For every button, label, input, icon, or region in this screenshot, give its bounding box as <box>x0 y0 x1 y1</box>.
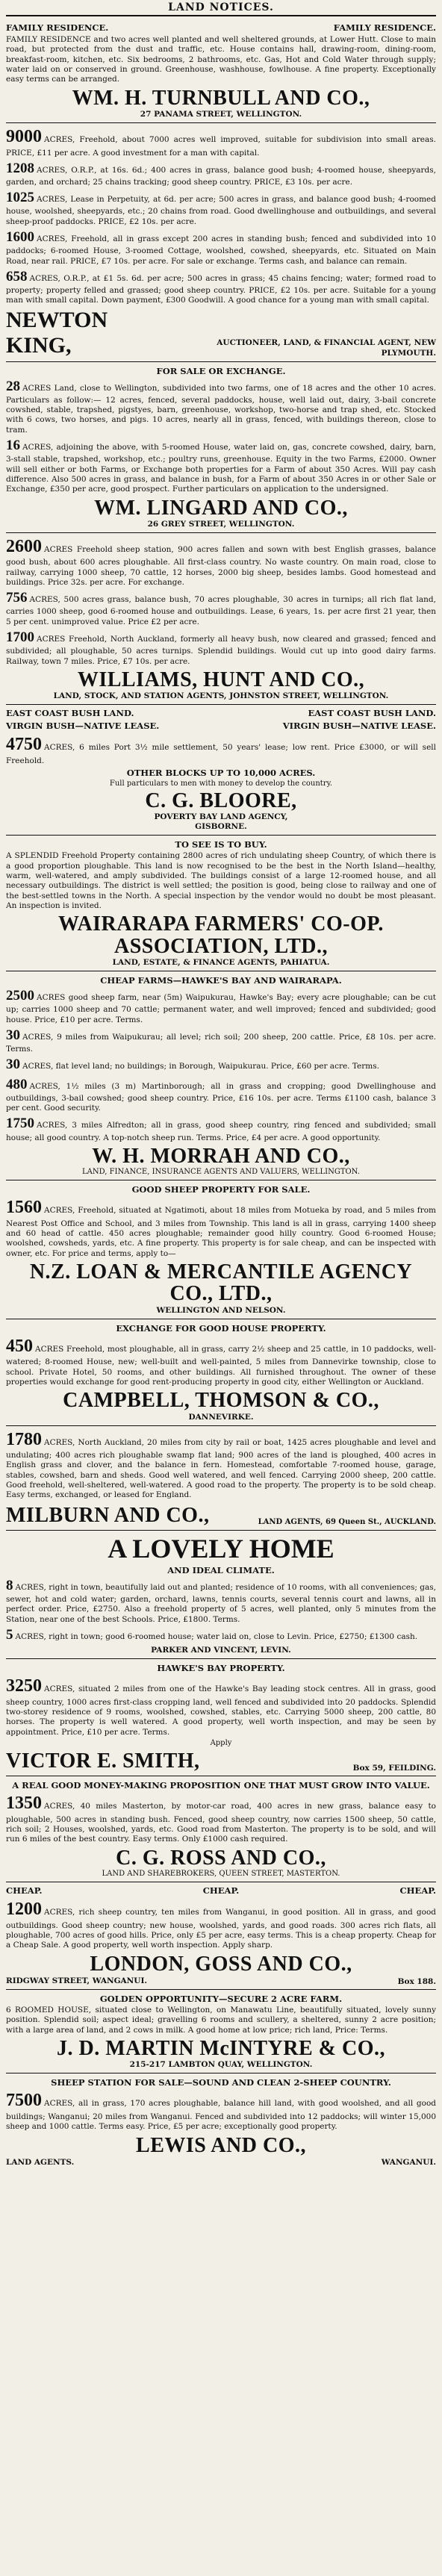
ad-turnbull <box>6 19 436 123</box>
advertiser-name: WILLIAMS, HUNT AND CO., <box>77 668 365 691</box>
listing <box>6 1196 436 1259</box>
listing-text: ACRES, Freehold, about 7000 acres well improved, suitable for subdivision into small areas. PRICE, £11 per acre. A good investment for a man with capital. <box>6 135 436 158</box>
ad-williams-hunt <box>6 533 436 705</box>
listing <box>6 987 436 1025</box>
advertiser-name: MILBURN AND CO., <box>6 1503 210 1527</box>
ad-bloore <box>6 705 436 836</box>
ad-heading: CHEAP. <box>202 1885 240 1897</box>
acreage: 2500 <box>6 988 34 1004</box>
acreage: 1600 <box>6 229 34 246</box>
advertiser-name: NEWTON KING, <box>6 307 108 358</box>
listing <box>6 1056 436 1074</box>
ad-body: A SPLENDID Freehold Property containing 2800 acres of rich undulating sheep Country, of which there is a good proportion ploughable. This land is now recognised to be the best in the North Island—healthy, warm, well-watered, and amply subdivided. The buildings consist of a large 12-roomed house, and all necessary outbuildings. The district is well settled; the position is good, being close to railway and one of the best-settled towns in the North. A special inspection by the vendor would no doubt be most pleasant. An inspection is invited. <box>6 851 436 911</box>
listing <box>6 733 436 766</box>
advertiser-address: 215-217 LAMBTON QUAY, WELLINGTON. <box>129 2060 313 2070</box>
ad-heading: FAMILY RESIDENCE. <box>333 22 436 33</box>
ad-mcintyre <box>6 1990 436 2073</box>
ad-morrah <box>6 971 436 1180</box>
listing-text: ACRES, flat level land; no buildings; in Borough, Waipukurau. Price, £60 per acre. Terms. <box>22 1062 379 1071</box>
advertiser-role: LAND AGENTS. <box>6 2157 75 2167</box>
listing <box>6 629 436 667</box>
listing-text: ACRES, Freehold, situated at Ngatimoti, about 18 miles from Motueka by road, and 5 miles from Nearest Post Office and School, and 3 miles from Township. This land is all in grass, carrying 1400 sheep and 60 head of cattle. 450 acres ploughable; remainder good hilly country. Good 6-roomed House; woolshed, cowsheds, yards, etc. A fine property. This property is for sale cheap, and can be inspected with owner, etc. For price and terms, apply to— <box>6 1206 436 1258</box>
listing <box>6 1115 436 1142</box>
acreage: 3250 <box>6 1676 42 1696</box>
advertiser-role: LAND, ESTATE, & FINANCE AGENTS, PAHIATUA. <box>112 958 330 968</box>
acreage: 30 <box>6 1027 20 1044</box>
acreage: 2600 <box>6 536 42 556</box>
ad-headline: A LOVELY HOME <box>108 1534 334 1564</box>
listing <box>6 1027 436 1054</box>
ad-body: 6 ROOMED HOUSE, situated close to Wellington, on Manawatu Line, beautifully situated, lovely sunny position. Splendid soil; aspect ideal; gravelling 6 rooms and scullery, a sheltered, sunny 2 acre position; with a large area of land, and 2 cows in milk. A good home at low price; rich land, Price: Terms. <box>6 2006 436 2035</box>
ad-subheading: AND IDEAL CLIMATE. <box>167 1564 275 1575</box>
ad-victor-smith <box>6 1659 436 1776</box>
ad-note: Full particulars to men with money to develop the country. <box>109 780 333 788</box>
ad-milburn <box>6 1426 436 1531</box>
listing-text: ACRES Land, close to Wellington, subdivided into two farms, one of 18 acres and the other 10 acres. Particulars as follow:— 12 acres, fenced, several paddocks, house, well laid out, dairy, 3-bail concrete cowshed, stable, trapshed, pigstyes, barn, greenhouse, workshop, two-horse and trap shed, etc. Stocked with 6 cows, two horses, and pigs. 10 acres, nearly all in grass, fenced, with buildings thereon, close to tram. <box>6 383 436 435</box>
listing <box>6 1577 436 1625</box>
listing <box>6 1428 436 1501</box>
ad-heading: A REAL GOOD MONEY-MAKING PROPOSITION ONE THAT MUST GROW INTO VALUE. <box>12 1780 430 1791</box>
advertiser-row <box>6 1976 436 1986</box>
listing <box>6 268 436 306</box>
page-title: LAND NOTICES. <box>6 1 436 16</box>
acreage: 5 <box>6 1627 13 1643</box>
advertiser-role: LAND AND SHAREBROKERS, QUEEN STREET, MASTERTON. <box>102 1870 340 1879</box>
listing-text: ACRES, Lease in Perpetuity, at 6d. per acre; 500 acres in grass, and balance good bush; 4-roomed house, woolshed, sheepyards, etc.; 20 chains from road. Good dwellinghouse and outbuildings, and several sheep-proof paddocks. PRICE, £2 10s. per acre. <box>6 195 436 226</box>
listing <box>6 378 436 435</box>
listing-text: ACRES, adjoining the above, with 5-roomed House, water laid on, gas, concrete cowshed, dairy, barn, 3-stall stable, trapshed, workshop, etc.; poultry runs, greenhouse. Equity in the two Farms, £2000. Owner will sell either or both Farms, or Exchange both properties for a Farm of about 350 Acres. Will pay cash difference. Also 500 acres in grass, and balance in bush, for a Farm of about 350 Acres in or other Sale or Exchange, £350 per acre, good prospect. Further particulars on application to the undersigned. <box>6 443 436 494</box>
ad-heading: FOR SALE OR EXCHANGE. <box>156 365 286 376</box>
ad-heading: CHEAP. <box>399 1885 436 1897</box>
ad-heading-row <box>6 721 436 731</box>
ad-heading: SHEEP STATION FOR SALE—SOUND AND CLEAN 2-SHEEP COUNTRY. <box>51 2077 391 2088</box>
acreage: 9000 <box>6 127 42 147</box>
listing-text: ACRES, 500 acres grass, balance bush, 70 acres ploughable, 30 acres in turnips; all rich flat land, carries 1000 sheep, good 6-roomed house and outbuildings. Lease, 6 years, 1s. per acre first 21 year, then 5 per cent. unimproved value. Price £2 per acre. <box>6 595 436 626</box>
advertiser-agency: POVERTY BAY LAND AGENCY, <box>154 812 288 822</box>
acreage: 1350 <box>6 1793 42 1814</box>
advertiser-name: C. G. BLOORE, <box>145 789 297 813</box>
listing-text: ACRES, 1½ miles (3 m) Martinborough; all in grass and cropping; good Dwellinghouse and outbuildings, 3-bail cowshed; good sheep country. Price, £16 10s. per acre. Terms £1100 cash, balance 3 per cent. Good security. <box>6 1081 436 1113</box>
acreage: 658 <box>6 268 28 284</box>
advertiser-box: Box 188. <box>397 1977 436 1987</box>
acreage: 4750 <box>6 735 42 755</box>
acreage: 480 <box>6 1076 28 1092</box>
ad-heading: CHEAP. <box>6 1885 43 1897</box>
ad-heading: GOLDEN OPPORTUNITY—SECURE 2 ACRE FARM. <box>99 1994 343 2005</box>
ad-london-goss <box>6 1882 436 1990</box>
advertiser-name: LONDON, GOSS AND CO., <box>90 1952 352 1976</box>
acreage: 756 <box>6 590 28 606</box>
listing-text: ACRES, 6 miles Port 3½ mile settlement, 50 years' lease; low rent. Price £3000, or will sell Freehold. <box>6 743 436 765</box>
listing-text: ACRES, 40 miles Masterton, by motor-car road, 400 acres in new grass, balance easy to ploughable, 500 acres in standing bush. Fenced, good sheep country, now carries 1500 sheep, 50 cattle, rich soil; 2 Houses, woolshed, yards, etc. Good road from Masterton. The property is to be sold, and will run 6 miles of the best country. Easy terms. Only £1000 cash required. <box>6 1802 436 1844</box>
ad-wairarapa <box>6 836 436 971</box>
listing <box>6 1792 436 1844</box>
ad-newton-king <box>6 123 436 362</box>
listing-text: ACRES, Freehold, all in grass except 200 acres in standing bush; fenced and subdivided into 10 paddocks; 6-roomed House, 3-roomed Cottage, woolshed, cowshed, sheepyards, etc. Situated on Main Road, near rail. PRICE, £7 10s. per acre. For sale or exchange. Terms cash, and balance can remain. <box>6 234 436 266</box>
advertiser-row <box>6 1748 436 1773</box>
listing <box>6 160 436 187</box>
ad-heading-row <box>6 1885 436 1896</box>
advertiser-address: 26 GREY STREET, WELLINGTON. <box>147 519 295 529</box>
ad-lingard <box>6 362 436 533</box>
ad-heading: EXCHANGE FOR GOOD HOUSE PROPERTY. <box>116 1322 326 1334</box>
acreage: 1208 <box>6 160 34 176</box>
listing-text: ACRES good sheep farm, near (5m) Waipukurau, Hawke's Bay; every acre ploughable; can be cut up; carries 1000 sheep and 70 cattle; permanent water, and well improved; fenced and subdivided; good house. Price, £10 per acre. Terms. <box>6 993 436 1024</box>
listing <box>6 228 436 267</box>
ad-parker-vincent <box>6 1531 436 1659</box>
listing-text: ACRES, O.R.P., at 16s. 6d.; 400 acres in grass, balance good bush; 4-roomed house, sheepyards, garden, and orchard; 25 chains tracking; good sheep country. PRICE, £3 10s. per acre. <box>6 165 436 187</box>
listing <box>6 189 436 227</box>
ad-heading-row <box>6 708 436 718</box>
listing-text: ACRES, all in grass, 170 acres ploughable, balance hill land, with good woolshed, and all good buildings; Wanganui; 20 miles from Wanganui. Fenced and subdivided into 12 paddocks; will winter 15,000 sheep and 1000 cattle. Terms easy. Price, £5 per acre; exceptionally good property. <box>6 2099 436 2132</box>
listing-text: ACRES, O.R.P., at £1 5s. 6d. per acre; 500 acres in grass; 45 chains fencing; water; formed road to property; property felled and grassed; good sheep country. PRICE, £2 10s. per acre. Suitable for a young man with small capital. Down payment, £300 Goodwill. A good chance for a young man with small capital. <box>6 273 436 305</box>
advertiser-name: N.Z. LOAN & MERCANTILE AGENCY CO., LTD., <box>29 1260 413 1306</box>
ad-heading: HAWKE'S BAY PROPERTY. <box>157 1663 285 1674</box>
advertiser-name: WM. LINGARD AND CO., <box>94 496 348 520</box>
acreage: 1780 <box>6 1429 42 1449</box>
acreage: 30 <box>6 1057 20 1073</box>
listing <box>6 2089 436 2132</box>
listing-text: ACRES, rich sheep country, ten miles from Wanganui, in good position. All in grass, and good outbuildings. Good sheep country; new house, woolshed, yards, and good roads. 300 acres rich flats, all ploughable, 700 acres of good hills. Price, only £5 per acre, easy terms. This is a cheap property. Cheap for a Cheap Sale. A good property, well worth inspection. Apply sharp. <box>6 1908 436 1950</box>
ad-ross <box>6 1776 436 1882</box>
advertiser-name: PARKER AND VINCENT, LEVIN. <box>151 1646 291 1655</box>
ad-nz-loan <box>6 1180 436 1319</box>
advertiser-role: LAND AGENTS, 69 Queen St., AUCKLAND. <box>258 1517 436 1526</box>
advertiser-name: WM. H. TURNBULL AND CO., <box>72 86 370 110</box>
advertiser-footer <box>6 2158 436 2167</box>
acreage: 8 <box>6 1577 13 1593</box>
apply-label: Apply <box>210 1738 232 1747</box>
advertiser-row <box>6 1502 436 1527</box>
acreage: 450 <box>6 1336 33 1356</box>
advertiser-role: LAND, STOCK, AND STATION AGENTS, JOHNSTON STREET, WELLINGTON. <box>53 691 389 701</box>
listing-text: ACRES, situated 2 miles from one of the Hawke's Bay leading stock centres. All in grass, good sheep country, 1000 acres first-class cropping land, well fenced and subdivided into 20 paddocks. Splendid two-storey residence of 9 rooms, woolshed, cowshed, stables, etc. Carrying 5000 sheep, 200 cattle, 80 horses. The property is well watered. A good property, well worth inspection, and may be seen by appointment. Price, £10 per acre. Terms. <box>6 1684 436 1737</box>
ad-heading: CHEAP FARMS—HAWKE'S BAY AND WAIRARAPA. <box>100 975 342 986</box>
listing-text: ACRES, North Auckland, 20 miles from city by rail or boat, 1425 acres ploughable and level and undulating; 400 acres rich ploughable swamp flat land; 900 acres of the land is ploughed, 400 acres in English grass and clover, and the balance in fern. Homestead, comfortable 7-roomed house, garage, stables, cowshed, barn and sheds. Good well watered, and well fenced. Carrying 2000 sheep, 200 cattle. Good freehold, well-sheltered, well-watered. A good road to the property. The property is to be sold cheap. Easy terms, exchanged, or leased for England. <box>6 1437 436 1500</box>
advertiser-box: Box 59, FEILDING. <box>352 1764 436 1773</box>
ad-subheading: OTHER BLOCKS UP TO 10,000 ACRES. <box>126 768 316 779</box>
listing-text: ACRES, right in town, beautifully laid out and planted; residence of 10 rooms, with all conveniences; gas, sewer, hot and cold water; garden, orchard, lawns, tennis courts, several tennis court and lawns, all in perfect order. Price, £2750. Also a freehold property of 5 acres, well planted, only 5 minutes from the Station, near one of the best Schools. Price, £1800. Terms. <box>6 1582 436 1624</box>
advertiser-address: RIDGWAY STREET, WANGANUI. <box>6 1976 148 1986</box>
advertiser-role: WELLINGTON AND NELSON. <box>156 1305 286 1315</box>
listing <box>6 1898 436 1950</box>
listing-text: ACRES, 9 miles from Waipukurau; all level; rich soil; 200 sheep, 200 cattle. Price, £8 10s. per acre. Terms. <box>6 1033 436 1054</box>
listing <box>6 1626 436 1644</box>
ad-heading: FAMILY RESIDENCE. <box>6 22 109 33</box>
listing <box>6 437 436 494</box>
ad-heading: VIRGIN BUSH—NATIVE LEASE. <box>282 721 436 732</box>
listing-text: ACRES, right in town; good 6-roomed house; water laid on, close to Levin. Price, £2750; £1300 cash. <box>15 1632 418 1642</box>
acreage: 28 <box>6 378 20 394</box>
ad-heading: VIRGIN BUSH—NATIVE LEASE. <box>6 721 160 732</box>
ad-heading: EAST COAST BUSH LAND. <box>308 708 436 719</box>
ad-campbell <box>6 1319 436 1426</box>
advertiser-city: DANNEVIRKE. <box>188 1412 254 1422</box>
ad-body: FAMILY RESIDENCE and two acres well planted and well sheltered grounds, at Lower Hutt. Close to main road, but protected from the dust and traffic, etc. House contains hall, drawing-room, dining-room, breakfast-room, kitchen, etc. Six bedrooms, 2 bathrooms, etc. Gas, Hot and Cold Water through supply; water laid on or conserved in ground. Greenhouse, washhouse, fowlhouse. A fine property. Exceptionally easy terms can be arranged. <box>6 35 436 84</box>
ad-heading-row <box>6 22 436 33</box>
advertiser-name: C. G. ROSS AND CO., <box>116 1846 326 1870</box>
listing-text: ACRES, 3 miles Alfredton; all in grass, good sheep country, ring fenced and subdivided; small house; all good country. A top-notch sheep run. Terms. Price, £4 per acre. A good opportunity. <box>6 1121 436 1142</box>
advertiser-city: WANGANUI. <box>381 2157 436 2167</box>
listing-text: ACRES Freehold sheep station, 900 acres fallen and sown with best English grasses, balance good bush, about 600 acres ploughable. All first-class country. No waste country. On main road, close to railway, carrying 1000 sheep, 70 cattle, 12 horses, 2000 big sheep, besides lambs. Good homestead and buildings. Price 32s. per acre. For exchange. <box>6 544 436 588</box>
advertiser-role: LAND, FINANCE, INSURANCE AGENTS AND VALUERS, WELLINGTON. <box>82 1168 360 1177</box>
listing <box>6 535 436 588</box>
advertiser-role: AUCTIONEER, LAND, & FINANCIAL AGENT, NEW PLYMOUTH. <box>217 338 436 358</box>
listing <box>6 125 436 158</box>
acreage: 1200 <box>6 1900 42 1920</box>
advertiser-city: GISBORNE. <box>195 822 247 832</box>
listing <box>6 1675 436 1737</box>
ad-heading: EAST COAST BUSH LAND. <box>6 708 134 719</box>
acreage: 1025 <box>6 190 34 206</box>
advertiser-name: W. H. MORRAH AND CO., <box>92 1144 350 1168</box>
advertiser-name: J. D. MARTIN McINTYRE & CO., <box>57 2037 385 2060</box>
ad-heading: GOOD SHEEP PROPERTY FOR SALE. <box>131 1184 311 1195</box>
acreage: 1700 <box>6 629 34 646</box>
advertiser-name: CAMPBELL, THOMSON & CO., <box>63 1389 379 1413</box>
acreage: 7500 <box>6 2091 42 2111</box>
listing-text: ACRES Freehold, North Auckland, formerly all heavy bush, now cleared and grassed; fenced and subdivided; all ploughable, 50 acres turnips. Splendid buildings. Would cut up into good dairy farms. Railway, town 7 miles. Price, £7 10s. per acre. <box>6 635 436 666</box>
advertiser-row <box>6 308 436 358</box>
listing <box>6 589 436 627</box>
ad-lewis <box>6 2073 436 2170</box>
acreage: 1560 <box>6 1198 42 1218</box>
advertiser-name: LEWIS AND CO., <box>136 2133 306 2157</box>
acreage: 1750 <box>6 1116 34 1132</box>
listing <box>6 1076 436 1114</box>
ad-heading: TO SEE IS TO BUY. <box>175 839 267 850</box>
advertiser-name: VICTOR E. SMITH, <box>6 1749 200 1773</box>
advertiser-address: 27 PANAMA STREET, WELLINGTON. <box>140 110 302 119</box>
acreage: 16 <box>6 438 20 454</box>
advertiser-name: WAIRARAPA FARMERS' CO-OP. ASSOCIATION, LTD., <box>58 912 384 958</box>
listing-text: ACRES Freehold, most ploughable, all in grass, carry 2½ sheep and 25 cattle, in 10 paddocks, well-watered; 8-roomed House, new; well-built and well-painted, 5 miles from Dannevirke township, close to school. Private Hotel, 50 rooms, and other buildings. All furnished throughout. The owner of these properties would exchange for good rent-producing property in good city, either Wellington or Auckland. <box>6 1344 436 1387</box>
listing <box>6 1335 436 1387</box>
